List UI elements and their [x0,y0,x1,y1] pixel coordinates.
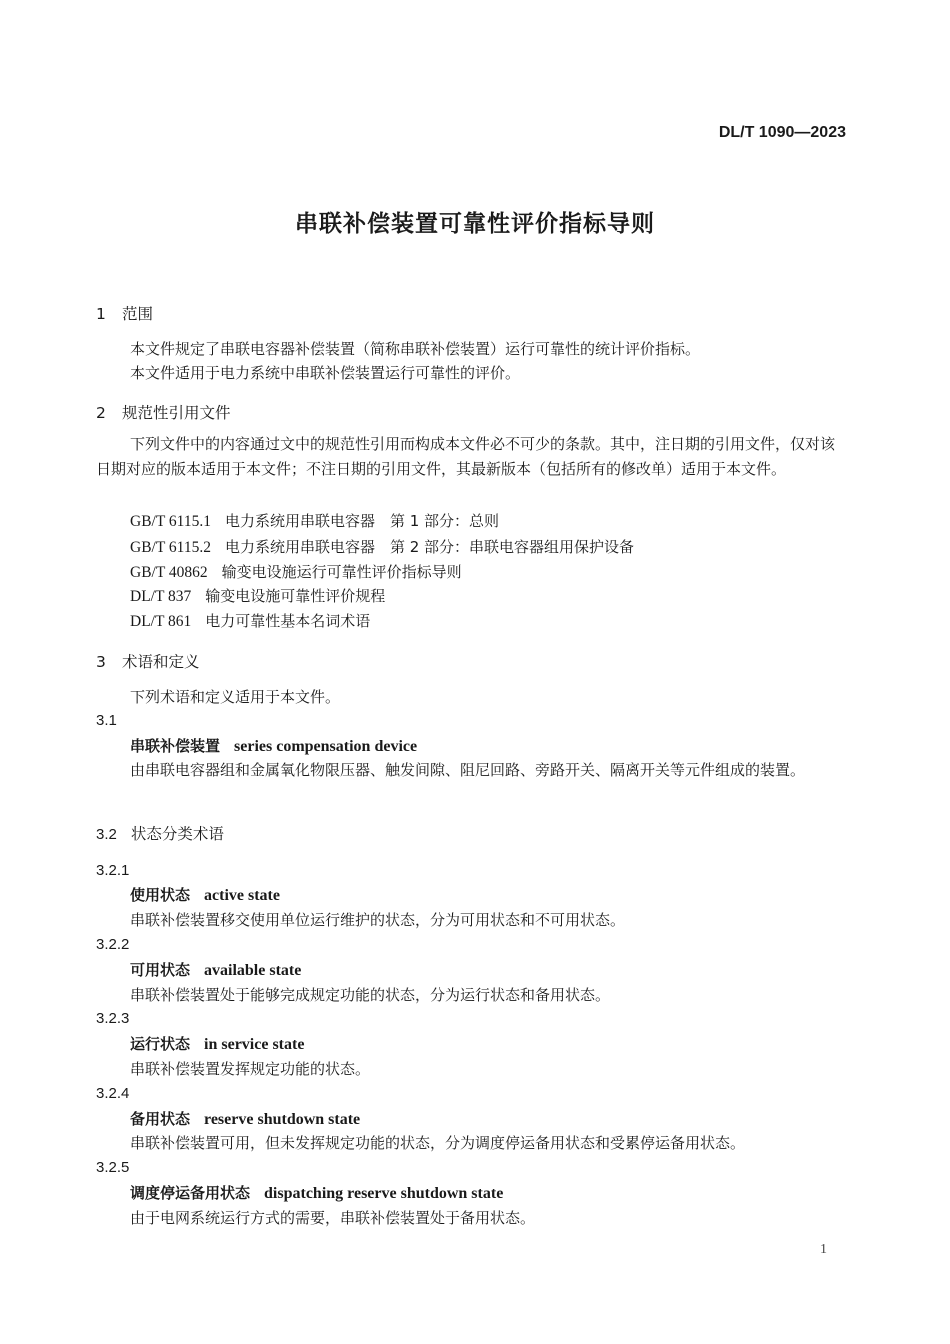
term-en: series compensation device [234,738,418,755]
reference-title: 输变电设施可靠性评价规程 [205,587,386,605]
term-heading [130,1033,304,1054]
term-heading [130,735,417,756]
reference-item [130,536,634,557]
section-title: 规范性引用文件 [122,404,231,422]
reference-item [130,561,462,582]
term-heading [130,1182,503,1203]
scope-paragraph-1: 本文件规定了串联电容器补偿装置（简称串联补偿装置）运行可靠性的统计评价指标。 [130,340,701,358]
clause-number: 3.2.4 [96,1085,130,1102]
terms-intro: 下列术语和定义适用于本文件。 [130,688,341,706]
term-en: available state [204,962,302,979]
section-number: 1 [96,305,106,323]
clause-number: 3.2.5 [96,1159,130,1176]
reference-item [130,510,499,531]
section-title: 范围 [122,305,154,323]
clause-number: 3.2.1 [96,862,130,879]
term-definition: 串联补偿装置发挥规定功能的状态。 [130,1060,371,1078]
term-definition: 串联补偿装置移交使用单位运行维护的状态，分为可用状态和不可用状态。 [130,911,626,929]
reference-code: DL/T 861 [130,613,192,630]
reference-title: 电力系统用串联电容器 第 1 部分：总则 [224,512,500,530]
term-definition: 由串联电容器组和金属氧化物限压器、触发间隙、阻尼回路、旁路开关、隔离开关等元件组成的装置。 [130,761,806,779]
term-zh: 备用状态 [130,1110,191,1128]
term-heading [130,959,301,980]
term-definition: 串联补偿装置可用，但未发挥规定功能的状态，分为调度停运备用状态和受累停运备用状态。 [130,1134,746,1152]
reference-title: 电力系统用串联电容器 第 2 部分：串联电容器组用保护设备 [224,538,635,556]
reference-title: 电力可靠性基本名词术语 [205,612,371,630]
term-zh: 调度停运备用状态 [130,1184,251,1202]
reference-item [130,585,385,606]
term-zh: 使用状态 [130,886,191,904]
term-zh: 串联补偿装置 [130,737,221,755]
section-2-heading [96,401,231,423]
term-heading [130,884,280,905]
term-zh: 运行状态 [130,1035,191,1053]
clause-title: 状态分类术语 [130,825,224,843]
clause-3-2-heading [96,822,224,844]
page-number: 1 [820,1242,827,1257]
term-definition: 串联补偿装置处于能够完成规定功能的状态，分为运行状态和备用状态。 [130,986,611,1004]
section-title: 术语和定义 [122,653,200,671]
clause-number: 3.2.3 [96,1010,130,1027]
term-en: reserve shutdown state [204,1111,361,1128]
reference-item [130,610,370,631]
reference-code: GB/T 6115.2 [130,539,211,556]
term-en: active state [204,887,280,904]
term-en: in service state [204,1036,305,1053]
clause-number: 3.2 [96,826,117,843]
term-definition: 由于电网系统运行方式的需要，串联补偿装置处于备用状态。 [130,1209,536,1227]
section-3-heading [96,650,200,672]
term-heading [130,1108,360,1129]
reference-code: GB/T 6115.1 [130,513,211,530]
document-title: 串联补偿装置可靠性评价指标导则 [295,211,655,237]
clause-number: 3.2.2 [96,936,130,953]
term-zh: 可用状态 [130,961,191,979]
section-number: 3 [96,653,106,671]
standard-number: DL/T 1090—2023 [718,124,846,141]
term-en: dispatching reserve shutdown state [264,1185,504,1202]
section-1-heading [96,302,153,324]
reference-code: GB/T 40862 [130,564,208,581]
section-number: 2 [96,404,106,422]
scope-paragraph-2: 本文件适用于电力系统中串联补偿装置运行可靠性的评价。 [130,364,521,382]
clause-number: 3.1 [96,712,117,729]
reference-title: 输变电设施运行可靠性评价指标导则 [221,563,462,581]
normative-references-paragraph: 下列文件中的内容通过文中的规范性引用而构成本文件必不可少的条款。其中，注日期的引用文件，仅对该日期对应的版本适用于本文件；不注日期的引用文件，其最新版本（包括所有的修改单）适用于本文件。 [96,435,836,478]
reference-code: DL/T 837 [130,588,192,605]
